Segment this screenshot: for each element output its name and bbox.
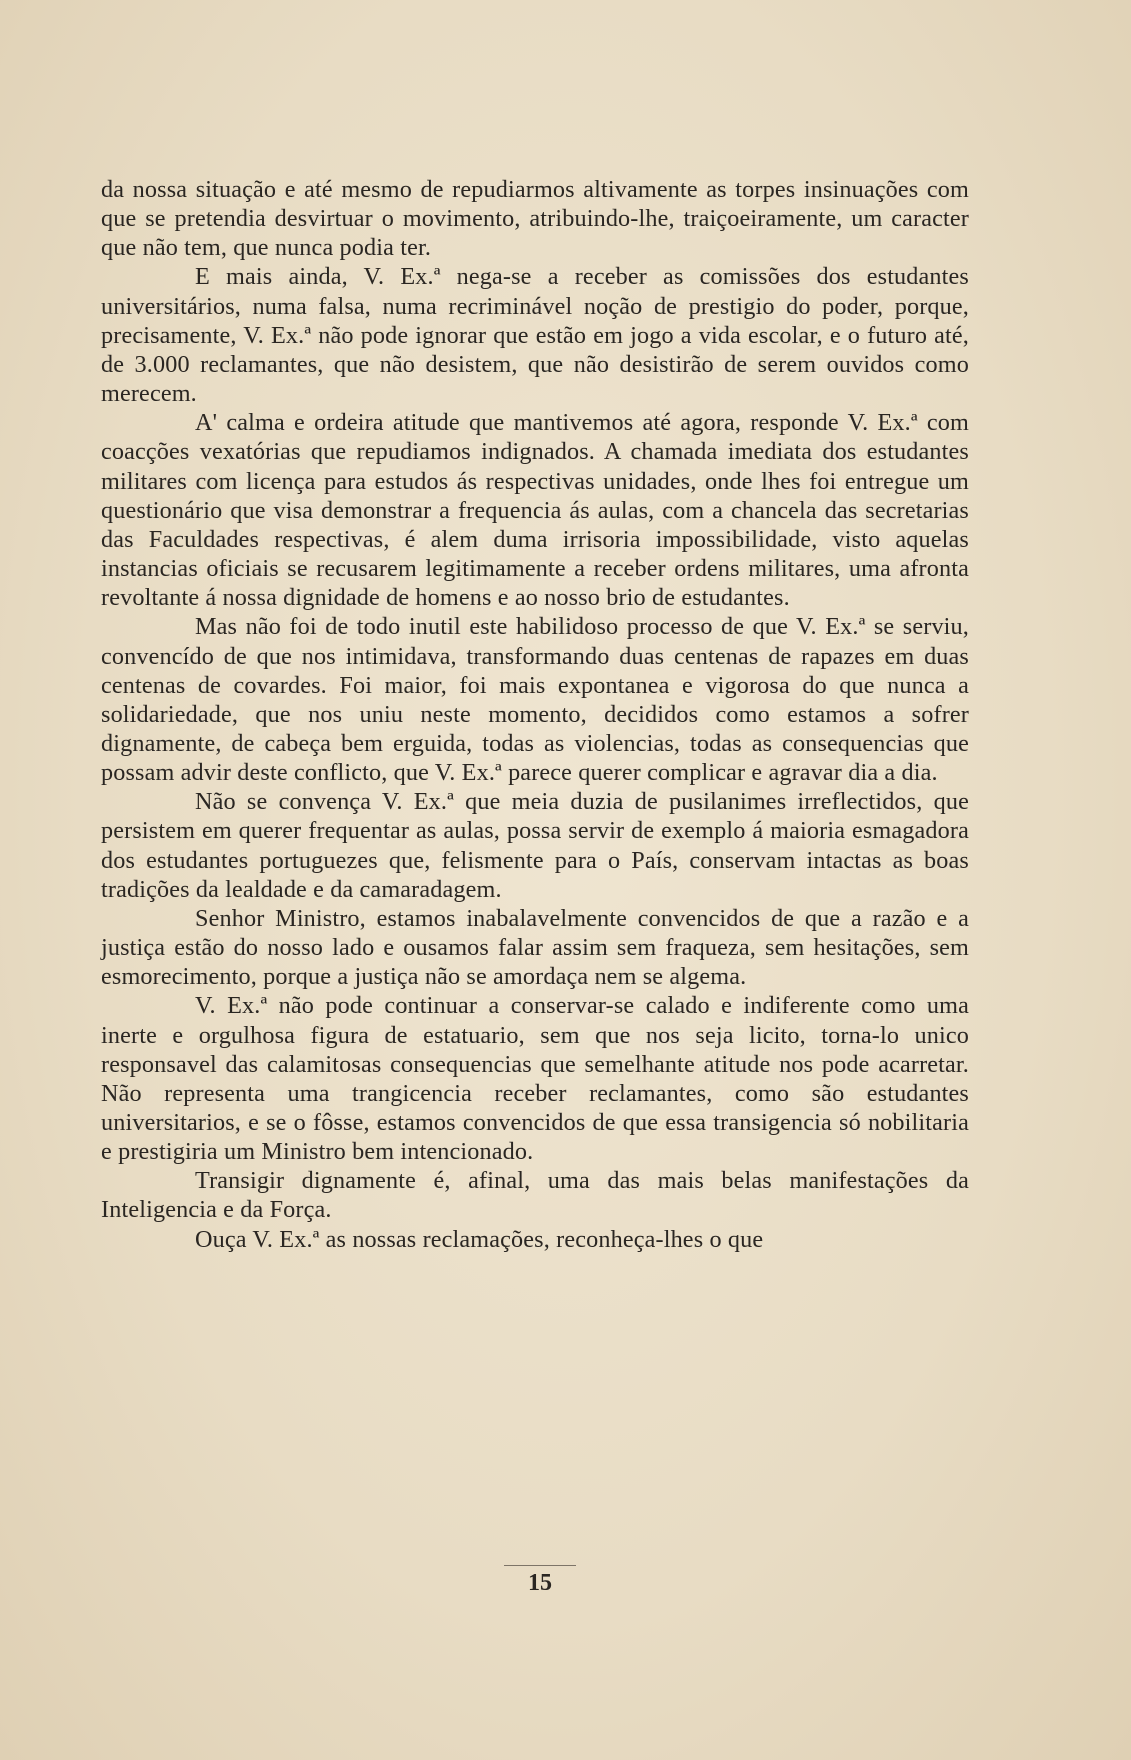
paragraph: da nossa situação e até mesmo de repudiarmos altivamente as torpes insinuações com que se pretendia desvirtuar o movimento, atribuindo-lhe, traiçoeiramente, um caracter que não tem, que nunca podia ter. <box>101 176 969 262</box>
paragraph: A' calma e ordeira atitude que mantivemos até agora, responde V. Ex.ª com coacções vexatórias que repudiamos indignados. A chamada imediata dos estudantes militares com licença para estudos ás respectivas unidades, onde lhes foi entregue um questionário que visa demonstrar a frequencia ás aulas, com a chancela das secretarias das Faculdades respectivas, é alem duma irrisoria impossibilidade, visto aquelas instancias oficiais se recusarem legitimamente a receber ordens militares, uma afronta revoltante á nossa dignidade de homens e ao nosso brio de estudantes. <box>101 409 969 612</box>
paragraph: Ouça V. Ex.ª as nossas reclamações, reconheça-lhes o que <box>195 1225 764 1253</box>
paragraph: Senhor Ministro, estamos inabalavelmente convencidos de que a razão e a justiça estão do nosso lado e ousamos falar assim sem fraqueza, sem hesitações, sem esmorecimento, porque a justiça não se amordaça nem se algema. <box>101 904 969 991</box>
paragraph: Transigir dignamente é, afinal, uma das mais belas manifestações da Inteligencia e da Força. <box>101 1167 969 1224</box>
body-text <box>101 175 969 1254</box>
paragraph: E mais ainda, V. Ex.ª nega-se a receber as comissões dos estudantes universitários, numa falsa, numa recriminável noção de prestigio do poder, porque, precisamente, V. Ex.ª não pode ignorar que estão em jogo a vida escolar, e o futuro até, de 3.000 reclamantes, que não desistem, que não desistirão de serem ouvidos como merecem. <box>101 263 969 408</box>
paragraph: V. Ex.ª não pode continuar a conservar-se calado e indiferente como uma inerte e orgulhosa figura de estatuario, sem que nos seja licito, torna-lo unico responsavel das calamitosas consequencias que semelhante atitude nos pode acarretar. Não representa uma trangicencia receber reclamantes, como são estudantes universitarios, e se o fôsse, estamos convencidos de que essa transigencia só nobilitaria e prestigiria um Ministro bem intencionado. <box>101 992 969 1166</box>
footer-rule <box>504 1565 576 1566</box>
paragraph: Mas não foi de todo inutil este habilidoso processo de que V. Ex.ª se serviu, convencído de que nos intimidava, transformando duas centenas de rapazes em duas centenas de covardes. Foi maior, foi mais expontanea e vigorosa do que nunca a solidariedade, que nos uniu neste momento, decididos como estamos a sofrer dignamente, de cabeça bem erguida, todas as violencias, todas as consequencias que possam advir deste conflicto, que V. Ex.ª parece querer complicar e agravar dia a dia. <box>101 613 969 787</box>
page-number: 15 <box>528 1570 552 1596</box>
paragraph: Não se convença V. Ex.ª que meia duzia de pusilanimes irreflectidos, que persistem em querer frequentar as aulas, possa servir de exemplo á maioria esmagadora dos estudantes portuguezes que, felismente para o País, conservam intactas as boas tradições da lealdade e da camaradagem. <box>101 788 969 903</box>
